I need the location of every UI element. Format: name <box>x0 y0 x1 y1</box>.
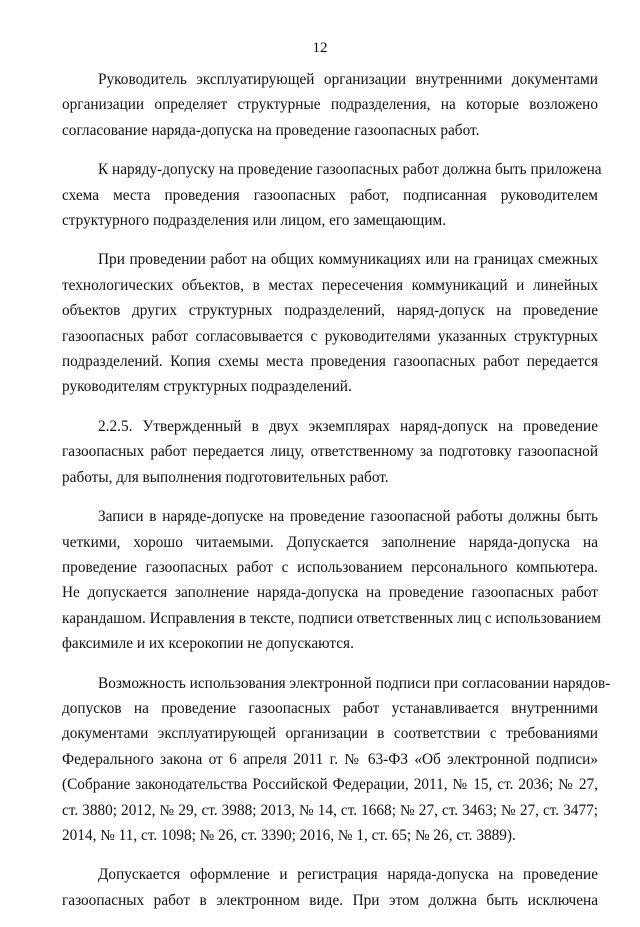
paragraph-line: газоопасных работ согласовывается с руководителями указанных структурных <box>62 327 598 345</box>
paragraph-line: Записи в наряде-допуске на проведение газоопасной работы должны быть <box>98 508 598 526</box>
paragraph-line: технологических объектов, в местах пересечения коммуникаций и линейных <box>62 276 598 294</box>
paragraph-line: 2.2.5. Утвержденный в двух экземплярах наряд-допуск на проведение <box>98 417 598 435</box>
paragraph-line: Руководитель эксплуатирующей организации внутренними документами <box>98 71 598 88</box>
paragraph <box>62 504 601 656</box>
paragraph-line: руководителям структурных подразделений. <box>62 378 352 396</box>
paragraph-line: документами эксплуатирующей организации в соответствии с требованиями <box>62 725 598 743</box>
paragraph <box>62 247 598 399</box>
paragraph-line: объектов других структурных подразделений, наряд-допуск на проведение <box>62 302 598 320</box>
paragraph-line: допусков на проведение газоопасных работ устанавливается внутренними <box>62 699 598 717</box>
paragraph-line: При проведении работ на общих коммуникациях или на границах смежных <box>98 251 598 269</box>
paragraph-line: газоопасных работ передается лицу, ответственному за подготовку газоопасной <box>62 443 598 461</box>
paragraph-line: четкими, хорошо читаемыми. Допускается заполнение наряда-допуска на <box>62 533 598 551</box>
paragraph-line: проведение газоопасных работ с использованием персонального компьютера. <box>62 558 598 576</box>
paragraph-line: Возможность использования электронной подписи при согласовании нарядов- <box>98 674 611 692</box>
paragraph-line: подразделений. Копия схемы места проведения газоопасных работ передается <box>62 353 598 371</box>
paragraph-line: схема места проведения газоопасных работ, подписанная руководителем <box>62 186 598 204</box>
paragraph-line: работы, для выполнения подготовительных работ. <box>62 468 389 486</box>
document-body <box>62 67 611 927</box>
paragraph-line: Не допускается заполнение наряда-допуска на проведение газоопасных работ <box>62 584 598 602</box>
paragraph-line: ст. 3880; 2012, № 29, ст. 3988; 2013, № 14, ст. 1668; № 27, ст. 3463; № 27, ст. 3477; <box>62 801 598 819</box>
paragraph-line: 2014, № 11, ст. 1098; № 26, ст. 3390; 2016, № 1, ст. 65; № 26, ст. 3889). <box>62 826 516 844</box>
paragraph-line: согласование наряда-допуска на проведение газоопасных работ. <box>62 121 480 139</box>
paragraph-line: структурного подразделения или лицом, его замещающим. <box>62 212 447 230</box>
paragraph-line: (Собрание законодательства Российской Федерации, 2011, № 15, ст. 2036; № 27, <box>62 776 598 794</box>
paragraph-line: Федерального закона от 6 апреля 2011 г. № 63-ФЗ «Об электронной подписи» <box>62 750 598 768</box>
page-number: 12 <box>312 40 328 56</box>
paragraph <box>62 157 602 233</box>
paragraph-line: К наряду-допуску на проведение газоопасных работ должна быть приложена <box>98 161 602 179</box>
paragraph <box>62 67 598 143</box>
paragraph-line: организации определяет структурные подразделения, на которые возложено <box>62 96 598 114</box>
paragraph-line: Допускается оформление и регистрация наряда-допуска на проведение <box>98 866 598 884</box>
paragraph-line: газоопасных работ в электронном виде. При этом должна быть исключена <box>62 891 598 909</box>
paragraph <box>62 671 611 849</box>
paragraph-line: карандашом. Исправления в тексте, подписи ответственных лиц с использованием <box>62 609 601 627</box>
paragraph <box>62 414 598 490</box>
paragraph <box>62 862 598 913</box>
paragraph-line: факсимиле и их ксерокопии не допускаются. <box>62 635 354 653</box>
